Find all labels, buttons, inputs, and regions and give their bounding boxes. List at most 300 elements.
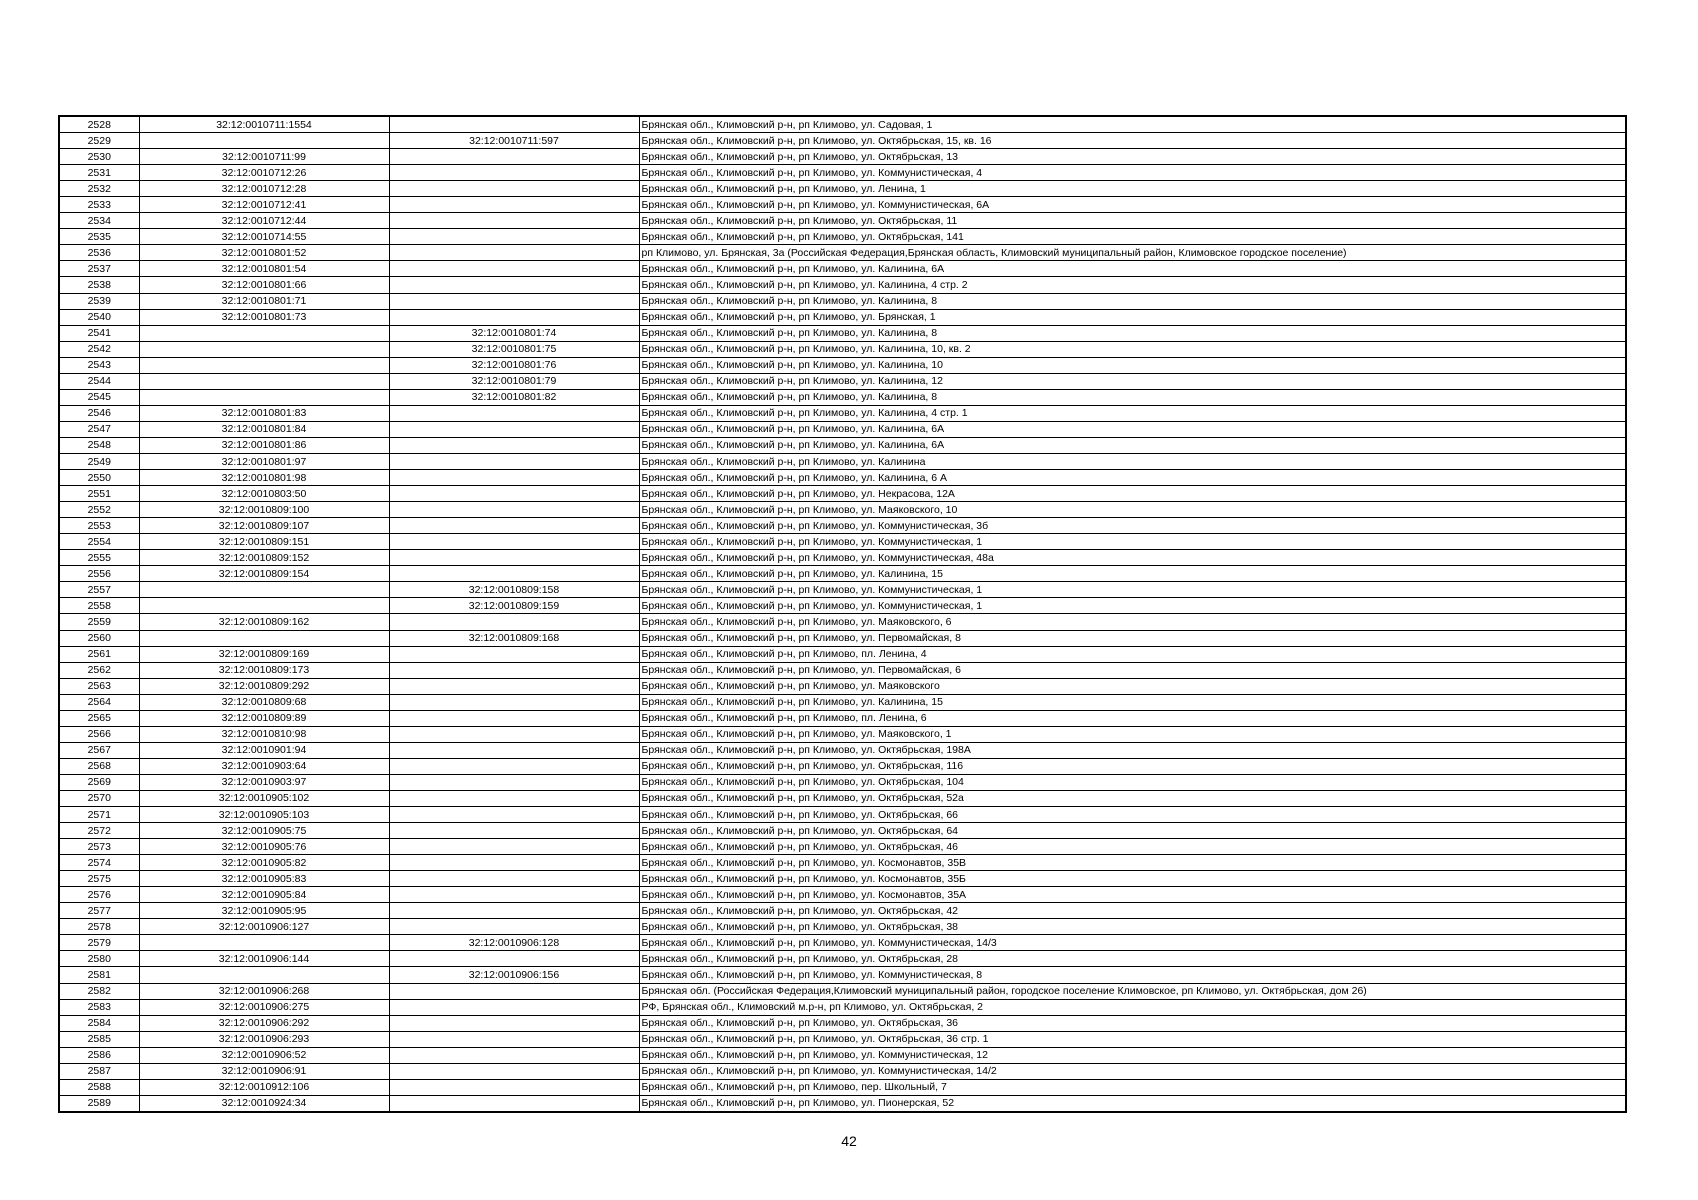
table-row bbox=[59, 742, 1626, 758]
address-cell: Брянская обл., Климовский р-н, рп Климово, ул. Коммунистическая, 1 bbox=[639, 598, 1626, 614]
table-row bbox=[59, 453, 1626, 469]
address-cell: Брянская обл., Климовский р-н, рп Климово, ул. Коммунистическая, 48а bbox=[639, 550, 1626, 566]
table-row bbox=[59, 133, 1626, 149]
cadastral-number-cell: 32:12:0010801:97 bbox=[139, 453, 389, 469]
address-cell: Брянская обл., Климовский р-н, рп Климово, ул. Калинина, 12 bbox=[639, 373, 1626, 389]
cadastral-number-alt-cell: 32:12:0010801:82 bbox=[389, 389, 639, 405]
register-table-body bbox=[59, 116, 1626, 1112]
table-row bbox=[59, 726, 1626, 742]
address-cell: Брянская обл., Климовский р-н, рп Климово, ул. Октябрьская, 66 bbox=[639, 807, 1626, 823]
page-number: 42 bbox=[841, 1133, 857, 1149]
address-cell: Брянская обл., Климовский р-н, рп Климово, ул. Калинина, 8 bbox=[639, 325, 1626, 341]
row-number-cell: 2560 bbox=[59, 630, 139, 646]
table-row bbox=[59, 903, 1626, 919]
row-number-cell: 2552 bbox=[59, 502, 139, 518]
cadastral-number-alt-cell bbox=[389, 790, 639, 806]
table-row bbox=[59, 1015, 1626, 1031]
cadastral-number-cell bbox=[139, 373, 389, 389]
cadastral-number-alt-cell: 32:12:0010801:75 bbox=[389, 341, 639, 357]
address-cell: Брянская обл., Климовский р-н, рп Климово, ул. Калинина, 6А bbox=[639, 421, 1626, 437]
cadastral-number-alt-cell bbox=[389, 277, 639, 293]
cadastral-number-cell: 32:12:0010711:1554 bbox=[139, 116, 389, 133]
row-number-cell: 2568 bbox=[59, 758, 139, 774]
row-number-cell: 2546 bbox=[59, 405, 139, 421]
table-row bbox=[59, 614, 1626, 630]
table-row bbox=[59, 229, 1626, 245]
cadastral-number-cell: 32:12:0010905:102 bbox=[139, 790, 389, 806]
cadastral-number-alt-cell bbox=[389, 1079, 639, 1095]
table-row bbox=[59, 261, 1626, 277]
address-cell: Брянская обл., Климовский р-н, рп Климово, ул. Коммунистическая, 8 bbox=[639, 967, 1626, 983]
cadastral-number-cell: 32:12:0010906:144 bbox=[139, 951, 389, 967]
row-number-cell: 2558 bbox=[59, 598, 139, 614]
cadastral-number-cell: 32:12:0010801:71 bbox=[139, 293, 389, 309]
cadastral-number-alt-cell: 32:12:0010809:159 bbox=[389, 598, 639, 614]
address-cell: Брянская обл., Климовский р-н, рп Климово, ул. Маяковского bbox=[639, 678, 1626, 694]
cadastral-number-cell: 32:12:0010801:54 bbox=[139, 261, 389, 277]
cadastral-number-alt-cell bbox=[389, 453, 639, 469]
row-number-cell: 2579 bbox=[59, 935, 139, 951]
row-number-cell: 2542 bbox=[59, 341, 139, 357]
cadastral-number-alt-cell bbox=[389, 855, 639, 871]
cadastral-number-cell: 32:12:0010809:173 bbox=[139, 662, 389, 678]
cadastral-number-alt-cell: 32:12:0010906:128 bbox=[389, 935, 639, 951]
address-cell: Брянская обл., Климовский р-н, рп Климово, ул. Октябрьская, 36 стр. 1 bbox=[639, 1031, 1626, 1047]
table-row bbox=[59, 1063, 1626, 1079]
table-row bbox=[59, 630, 1626, 646]
cadastral-number-alt-cell: 32:12:0010809:158 bbox=[389, 582, 639, 598]
table-row bbox=[59, 598, 1626, 614]
table-row bbox=[59, 1047, 1626, 1063]
row-number-cell: 2582 bbox=[59, 983, 139, 999]
cadastral-number-alt-cell bbox=[389, 694, 639, 710]
row-number-cell: 2537 bbox=[59, 261, 139, 277]
cadastral-number-cell: 32:12:0010712:26 bbox=[139, 165, 389, 181]
cadastral-number-alt-cell bbox=[389, 823, 639, 839]
row-number-cell: 2573 bbox=[59, 839, 139, 855]
cadastral-number-cell: 32:12:0010906:292 bbox=[139, 1015, 389, 1031]
cadastral-number-alt-cell bbox=[389, 807, 639, 823]
address-cell: Брянская обл., Климовский р-н, рп Климово, ул. Космонавтов, 35В bbox=[639, 855, 1626, 871]
cadastral-number-cell: 32:12:0010809:100 bbox=[139, 502, 389, 518]
cadastral-number-cell bbox=[139, 967, 389, 983]
row-number-cell: 2587 bbox=[59, 1063, 139, 1079]
cadastral-number-cell: 32:12:0010809:89 bbox=[139, 710, 389, 726]
row-number-cell: 2540 bbox=[59, 309, 139, 325]
cadastral-number-alt-cell bbox=[389, 951, 639, 967]
table-row bbox=[59, 309, 1626, 325]
table-row bbox=[59, 277, 1626, 293]
row-number-cell: 2571 bbox=[59, 807, 139, 823]
cadastral-number-alt-cell: 32:12:0010801:79 bbox=[389, 373, 639, 389]
row-number-cell: 2529 bbox=[59, 133, 139, 149]
address-cell: Брянская обл., Климовский р-н, рп Климово, ул. Октябрьская, 11 bbox=[639, 213, 1626, 229]
cadastral-number-cell: 32:12:0010801:86 bbox=[139, 437, 389, 453]
cadastral-number-alt-cell bbox=[389, 405, 639, 421]
address-cell: Брянская обл., Климовский р-н, рп Климово, ул. Октябрьская, 38 bbox=[639, 919, 1626, 935]
row-number-cell: 2584 bbox=[59, 1015, 139, 1031]
row-number-cell: 2559 bbox=[59, 614, 139, 630]
cadastral-number-cell: 32:12:0010801:52 bbox=[139, 245, 389, 261]
address-cell: Брянская обл., Климовский р-н, рп Климово, ул. Октябрьская, 104 bbox=[639, 774, 1626, 790]
cadastral-number-alt-cell bbox=[389, 1063, 639, 1079]
address-cell: Брянская обл., Климовский р-н, рп Климово, ул. Коммунистическая, 1 bbox=[639, 582, 1626, 598]
address-cell: Брянская обл., Климовский р-н, рп Климово, ул. Первомайская, 8 bbox=[639, 630, 1626, 646]
address-cell: Брянская обл., Климовский р-н, рп Климово, ул. Калинина, 4 стр. 1 bbox=[639, 405, 1626, 421]
row-number-cell: 2528 bbox=[59, 116, 139, 133]
address-cell: Брянская обл. (Российская Федерация,Климовский муниципальный район, городское поселение Климовское, рп Климово, ул. Октябрьская, дом 26) bbox=[639, 983, 1626, 999]
cadastral-number-cell bbox=[139, 325, 389, 341]
cadastral-number-alt-cell: 32:12:0010801:74 bbox=[389, 325, 639, 341]
cadastral-number-alt-cell bbox=[389, 774, 639, 790]
cadastral-number-cell: 32:12:0010906:127 bbox=[139, 919, 389, 935]
row-number-cell: 2567 bbox=[59, 742, 139, 758]
row-number-cell: 2541 bbox=[59, 325, 139, 341]
cadastral-number-cell bbox=[139, 630, 389, 646]
cadastral-number-cell: 32:12:0010901:94 bbox=[139, 742, 389, 758]
table-row bbox=[59, 967, 1626, 983]
table-row bbox=[59, 935, 1626, 951]
cadastral-number-cell: 32:12:0010809:162 bbox=[139, 614, 389, 630]
address-cell: Брянская обл., Климовский р-н, рп Климово, ул. Брянская, 1 bbox=[639, 309, 1626, 325]
document-page bbox=[58, 115, 1625, 1113]
address-cell: Брянская обл., Климовский р-н, рп Климово, ул. Ленина, 1 bbox=[639, 181, 1626, 197]
cadastral-number-cell bbox=[139, 389, 389, 405]
cadastral-number-cell: 32:12:0010803:50 bbox=[139, 486, 389, 502]
table-row bbox=[59, 1079, 1626, 1095]
cadastral-number-alt-cell bbox=[389, 470, 639, 486]
cadastral-number-cell: 32:12:0010801:73 bbox=[139, 309, 389, 325]
table-row bbox=[59, 871, 1626, 887]
table-row bbox=[59, 1031, 1626, 1047]
row-number-cell: 2553 bbox=[59, 518, 139, 534]
table-row bbox=[59, 341, 1626, 357]
address-cell: Брянская обл., Климовский р-н, рп Климово, ул. Калинина, 10, кв. 2 bbox=[639, 341, 1626, 357]
table-row bbox=[59, 758, 1626, 774]
address-cell: Брянская обл., Климовский р-н, рп Климово, ул. Калинина, 4 стр. 2 bbox=[639, 277, 1626, 293]
address-cell: Брянская обл., Климовский р-н, рп Климово, ул. Калинина, 10 bbox=[639, 357, 1626, 373]
table-row bbox=[59, 790, 1626, 806]
cadastral-number-cell: 32:12:0010903:64 bbox=[139, 758, 389, 774]
row-number-cell: 2554 bbox=[59, 534, 139, 550]
row-number-cell: 2574 bbox=[59, 855, 139, 871]
address-cell: Брянская обл., Климовский р-н, рп Климово, ул. Октябрьская, 28 bbox=[639, 951, 1626, 967]
cadastral-number-cell: 32:12:0010809:169 bbox=[139, 646, 389, 662]
table-row bbox=[59, 245, 1626, 261]
row-number-cell: 2566 bbox=[59, 726, 139, 742]
cadastral-number-alt-cell bbox=[389, 518, 639, 534]
table-row bbox=[59, 293, 1626, 309]
address-cell: Брянская обл., Климовский р-н, рп Климово, ул. Октябрьская, 42 bbox=[639, 903, 1626, 919]
table-row bbox=[59, 502, 1626, 518]
row-number-cell: 2548 bbox=[59, 437, 139, 453]
row-number-cell: 2561 bbox=[59, 646, 139, 662]
row-number-cell: 2547 bbox=[59, 421, 139, 437]
address-cell: Брянская обл., Климовский р-н, рп Климово, ул. Некрасова, 12А bbox=[639, 486, 1626, 502]
row-number-cell: 2545 bbox=[59, 389, 139, 405]
cadastral-number-alt-cell bbox=[389, 261, 639, 277]
row-number-cell: 2557 bbox=[59, 582, 139, 598]
row-number-cell: 2549 bbox=[59, 453, 139, 469]
cadastral-number-alt-cell bbox=[389, 919, 639, 935]
cadastral-number-alt-cell bbox=[389, 229, 639, 245]
address-cell: Брянская обл., Климовский р-н, рп Климово, ул. Октябрьская, 141 bbox=[639, 229, 1626, 245]
address-cell: РФ, Брянская обл., Климовский м.р-н, рп Климово, ул. Октябрьская, 2 bbox=[639, 999, 1626, 1015]
table-row bbox=[59, 662, 1626, 678]
address-cell: Брянская обл., Климовский р-н, рп Климово, ул. Маяковского, 1 bbox=[639, 726, 1626, 742]
row-number-cell: 2562 bbox=[59, 662, 139, 678]
address-cell: Брянская обл., Климовский р-н, рп Климово, ул. Калинина, 6 А bbox=[639, 470, 1626, 486]
row-number-cell: 2578 bbox=[59, 919, 139, 935]
table-row bbox=[59, 999, 1626, 1015]
cadastral-number-cell bbox=[139, 341, 389, 357]
cadastral-number-alt-cell bbox=[389, 149, 639, 165]
address-cell: Брянская обл., Климовский р-н, рп Климово, ул. Калинина, 8 bbox=[639, 389, 1626, 405]
row-number-cell: 2585 bbox=[59, 1031, 139, 1047]
table-row bbox=[59, 951, 1626, 967]
address-cell: Брянская обл., Климовский р-н, рп Климово, ул. Калинина, 6А bbox=[639, 261, 1626, 277]
address-cell: Брянская обл., Климовский р-н, рп Климово, ул. Коммунистическая, 6А bbox=[639, 197, 1626, 213]
row-number-cell: 2580 bbox=[59, 951, 139, 967]
cadastral-number-cell: 32:12:0010906:293 bbox=[139, 1031, 389, 1047]
address-cell: Брянская обл., Климовский р-н, рп Климово, ул. Октябрьская, 116 bbox=[639, 758, 1626, 774]
cadastral-number-alt-cell bbox=[389, 502, 639, 518]
cadastral-number-alt-cell bbox=[389, 309, 639, 325]
cadastral-number-cell: 32:12:0010810:98 bbox=[139, 726, 389, 742]
cadastral-number-cell: 32:12:0010801:98 bbox=[139, 470, 389, 486]
cadastral-number-alt-cell: 32:12:0010711:597 bbox=[389, 133, 639, 149]
cadastral-number-alt-cell bbox=[389, 839, 639, 855]
cadastral-number-alt-cell bbox=[389, 1031, 639, 1047]
row-number-cell: 2576 bbox=[59, 887, 139, 903]
table-row bbox=[59, 421, 1626, 437]
cadastral-number-cell: 32:12:0010801:83 bbox=[139, 405, 389, 421]
row-number-cell: 2588 bbox=[59, 1079, 139, 1095]
row-number-cell: 2533 bbox=[59, 197, 139, 213]
cadastral-number-cell: 32:12:0010712:28 bbox=[139, 181, 389, 197]
address-cell: Брянская обл., Климовский р-н, рп Климово, ул. Маяковского, 6 bbox=[639, 614, 1626, 630]
row-number-cell: 2572 bbox=[59, 823, 139, 839]
row-number-cell: 2544 bbox=[59, 373, 139, 389]
table-row bbox=[59, 437, 1626, 453]
cadastral-number-cell: 32:12:0010905:103 bbox=[139, 807, 389, 823]
cadastral-number-alt-cell bbox=[389, 197, 639, 213]
address-cell: Брянская обл., Климовский р-н, рп Климово, ул. Первомайская, 6 bbox=[639, 662, 1626, 678]
address-cell: Брянская обл., Климовский р-н, рп Климово, ул. Октябрьская, 13 bbox=[639, 149, 1626, 165]
cadastral-number-alt-cell bbox=[389, 903, 639, 919]
table-row bbox=[59, 566, 1626, 582]
row-number-cell: 2532 bbox=[59, 181, 139, 197]
cadastral-number-cell: 32:12:0010905:76 bbox=[139, 839, 389, 855]
address-cell: Брянская обл., Климовский р-н, рп Климово, ул. Коммунистическая, 4 bbox=[639, 165, 1626, 181]
table-row bbox=[59, 486, 1626, 502]
address-cell: Брянская обл., Климовский р-н, рп Климово, ул. Октябрьская, 15, кв. 16 bbox=[639, 133, 1626, 149]
table-row bbox=[59, 373, 1626, 389]
cadastral-number-alt-cell bbox=[389, 1047, 639, 1063]
address-cell: рп Климово, ул. Брянская, 3а (Российская Федерация,Брянская область, Климовский муниципальный район, Климовское городское поселение) bbox=[639, 245, 1626, 261]
table-row bbox=[59, 1095, 1626, 1112]
table-row bbox=[59, 646, 1626, 662]
table-row bbox=[59, 839, 1626, 855]
cadastral-number-cell: 32:12:0010906:91 bbox=[139, 1063, 389, 1079]
cadastral-number-alt-cell bbox=[389, 245, 639, 261]
table-row bbox=[59, 325, 1626, 341]
cadastral-number-alt-cell bbox=[389, 116, 639, 133]
cadastral-number-alt-cell bbox=[389, 550, 639, 566]
cadastral-number-cell bbox=[139, 582, 389, 598]
cadastral-number-alt-cell bbox=[389, 1095, 639, 1112]
table-row bbox=[59, 710, 1626, 726]
table-row bbox=[59, 550, 1626, 566]
cadastral-number-alt-cell bbox=[389, 999, 639, 1015]
table-row bbox=[59, 357, 1626, 373]
cadastral-number-cell: 32:12:0010712:41 bbox=[139, 197, 389, 213]
address-cell: Брянская обл., Климовский р-н, рп Климово, пл. Ленина, 6 bbox=[639, 710, 1626, 726]
address-cell: Брянская обл., Климовский р-н, рп Климово, ул. Калинина, 15 bbox=[639, 566, 1626, 582]
address-cell: Брянская обл., Климовский р-н, рп Климово, ул. Октябрьская, 64 bbox=[639, 823, 1626, 839]
cadastral-number-cell: 32:12:0010905:83 bbox=[139, 871, 389, 887]
cadastral-number-cell: 32:12:0010924:34 bbox=[139, 1095, 389, 1112]
row-number-cell: 2586 bbox=[59, 1047, 139, 1063]
row-number-cell: 2530 bbox=[59, 149, 139, 165]
address-cell: Брянская обл., Климовский р-н, рп Климово, ул. Маяковского, 10 bbox=[639, 502, 1626, 518]
cadastral-number-cell: 32:12:0010801:66 bbox=[139, 277, 389, 293]
cadastral-number-cell bbox=[139, 598, 389, 614]
table-row bbox=[59, 534, 1626, 550]
address-cell: Брянская обл., Климовский р-н, рп Климово, ул. Космонавтов, 35Б bbox=[639, 871, 1626, 887]
table-row bbox=[59, 405, 1626, 421]
table-row bbox=[59, 887, 1626, 903]
row-number-cell: 2575 bbox=[59, 871, 139, 887]
row-number-cell: 2551 bbox=[59, 486, 139, 502]
cadastral-number-cell: 32:12:0010905:75 bbox=[139, 823, 389, 839]
cadastral-number-cell bbox=[139, 357, 389, 373]
address-cell: Брянская обл., Климовский р-н, рп Климово, ул. Калинина, 8 bbox=[639, 293, 1626, 309]
cadastral-number-alt-cell bbox=[389, 887, 639, 903]
table-row bbox=[59, 165, 1626, 181]
address-cell: Брянская обл., Климовский р-н, рп Климово, ул. Калинина, 6А bbox=[639, 437, 1626, 453]
table-row bbox=[59, 181, 1626, 197]
cadastral-number-alt-cell: 32:12:0010906:156 bbox=[389, 967, 639, 983]
cadastral-number-alt-cell bbox=[389, 437, 639, 453]
address-cell: Брянская обл., Климовский р-н, рп Климово, ул. Коммунистическая, 1 bbox=[639, 534, 1626, 550]
address-cell: Брянская обл., Климовский р-н, рп Климово, ул. Садовая, 1 bbox=[639, 116, 1626, 133]
cadastral-number-cell: 32:12:0010905:95 bbox=[139, 903, 389, 919]
cadastral-number-alt-cell: 32:12:0010801:76 bbox=[389, 357, 639, 373]
cadastral-number-cell: 32:12:0010712:44 bbox=[139, 213, 389, 229]
row-number-cell: 2577 bbox=[59, 903, 139, 919]
table-row bbox=[59, 823, 1626, 839]
address-cell: Брянская обл., Климовский р-н, рп Климово, ул. Коммунистическая, 14/2 bbox=[639, 1063, 1626, 1079]
cadastral-number-alt-cell bbox=[389, 678, 639, 694]
cadastral-number-cell: 32:12:0010809:154 bbox=[139, 566, 389, 582]
cadastral-number-alt-cell bbox=[389, 566, 639, 582]
address-cell: Брянская обл., Климовский р-н, рп Климово, ул. Октябрьская, 36 bbox=[639, 1015, 1626, 1031]
cadastral-number-alt-cell bbox=[389, 710, 639, 726]
cadastral-number-cell: 32:12:0010809:292 bbox=[139, 678, 389, 694]
address-cell: Брянская обл., Климовский р-н, рп Климово, ул. Калинина, 15 bbox=[639, 694, 1626, 710]
table-row bbox=[59, 518, 1626, 534]
table-row bbox=[59, 807, 1626, 823]
row-number-cell: 2535 bbox=[59, 229, 139, 245]
table-row bbox=[59, 919, 1626, 935]
row-number-cell: 2536 bbox=[59, 245, 139, 261]
table-row bbox=[59, 197, 1626, 213]
cadastral-number-cell bbox=[139, 133, 389, 149]
cadastral-number-alt-cell bbox=[389, 871, 639, 887]
cadastral-number-cell: 32:12:0010906:275 bbox=[139, 999, 389, 1015]
table-row bbox=[59, 678, 1626, 694]
cadastral-number-alt-cell bbox=[389, 726, 639, 742]
row-number-cell: 2565 bbox=[59, 710, 139, 726]
address-cell: Брянская обл., Климовский р-н, рп Климово, ул. Космонавтов, 35А bbox=[639, 887, 1626, 903]
cadastral-number-cell: 32:12:0010711:99 bbox=[139, 149, 389, 165]
cadastral-number-cell: 32:12:0010809:152 bbox=[139, 550, 389, 566]
table-row bbox=[59, 116, 1626, 133]
cadastral-number-alt-cell: 32:12:0010809:168 bbox=[389, 630, 639, 646]
row-number-cell: 2564 bbox=[59, 694, 139, 710]
address-cell: Брянская обл., Климовский р-н, рп Климово, ул. Коммунистическая, 3б bbox=[639, 518, 1626, 534]
table-row bbox=[59, 389, 1626, 405]
cadastral-number-alt-cell bbox=[389, 534, 639, 550]
table-row bbox=[59, 855, 1626, 871]
address-cell: Брянская обл., Климовский р-н, рп Климово, ул. Калинина bbox=[639, 453, 1626, 469]
row-number-cell: 2531 bbox=[59, 165, 139, 181]
cadastral-number-alt-cell bbox=[389, 486, 639, 502]
address-cell: Брянская обл., Климовский р-н, рп Климово, пер. Школьный, 7 bbox=[639, 1079, 1626, 1095]
cadastral-number-cell: 32:12:0010809:151 bbox=[139, 534, 389, 550]
row-number-cell: 2589 bbox=[59, 1095, 139, 1112]
row-number-cell: 2563 bbox=[59, 678, 139, 694]
cadastral-number-alt-cell bbox=[389, 293, 639, 309]
table-row bbox=[59, 470, 1626, 486]
cadastral-number-alt-cell bbox=[389, 1015, 639, 1031]
address-cell: Брянская обл., Климовский р-н, рп Климово, пл. Ленина, 4 bbox=[639, 646, 1626, 662]
cadastral-number-cell: 32:12:0010906:268 bbox=[139, 983, 389, 999]
cadastral-number-alt-cell bbox=[389, 421, 639, 437]
row-number-cell: 2570 bbox=[59, 790, 139, 806]
row-number-cell: 2569 bbox=[59, 774, 139, 790]
row-number-cell: 2550 bbox=[59, 470, 139, 486]
row-number-cell: 2539 bbox=[59, 293, 139, 309]
cadastral-number-alt-cell bbox=[389, 983, 639, 999]
address-cell: Брянская обл., Климовский р-н, рп Климово, ул. Коммунистическая, 12 bbox=[639, 1047, 1626, 1063]
address-cell: Брянская обл., Климовский р-н, рп Климово, ул. Октябрьская, 46 bbox=[639, 839, 1626, 855]
cadastral-number-alt-cell bbox=[389, 165, 639, 181]
cadastral-number-cell: 32:12:0010809:68 bbox=[139, 694, 389, 710]
row-number-cell: 2534 bbox=[59, 213, 139, 229]
table-row bbox=[59, 149, 1626, 165]
cadastral-number-alt-cell bbox=[389, 614, 639, 630]
cadastral-number-alt-cell bbox=[389, 662, 639, 678]
address-cell: Брянская обл., Климовский р-н, рп Климово, ул. Октябрьская, 52а bbox=[639, 790, 1626, 806]
row-number-cell: 2556 bbox=[59, 566, 139, 582]
cadastral-number-alt-cell bbox=[389, 646, 639, 662]
table-row bbox=[59, 694, 1626, 710]
cadastral-number-alt-cell bbox=[389, 742, 639, 758]
table-row bbox=[59, 774, 1626, 790]
cadastral-number-cell: 32:12:0010912:106 bbox=[139, 1079, 389, 1095]
table-row bbox=[59, 983, 1626, 999]
cadastral-number-cell: 32:12:0010801:84 bbox=[139, 421, 389, 437]
address-cell: Брянская обл., Климовский р-н, рп Климово, ул. Октябрьская, 198А bbox=[639, 742, 1626, 758]
cadastral-number-cell: 32:12:0010809:107 bbox=[139, 518, 389, 534]
address-cell: Брянская обл., Климовский р-н, рп Климово, ул. Коммунистическая, 14/3 bbox=[639, 935, 1626, 951]
row-number-cell: 2555 bbox=[59, 550, 139, 566]
cadastral-number-cell bbox=[139, 935, 389, 951]
table-row bbox=[59, 213, 1626, 229]
cadastral-number-cell: 32:12:0010905:84 bbox=[139, 887, 389, 903]
